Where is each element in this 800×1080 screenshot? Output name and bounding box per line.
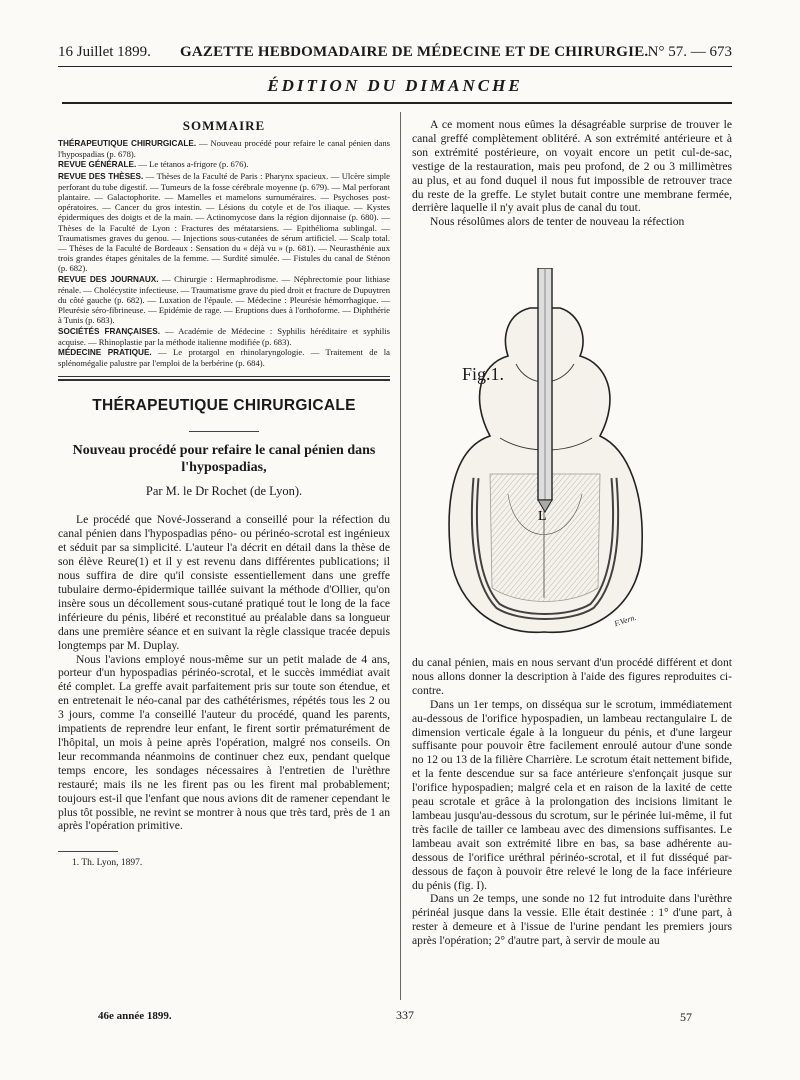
sonde-catheter: [538, 268, 552, 512]
sommaire-text: — Nouveau procédé pour refaire le canal pénien dans l'hypospadias (p. 678).: [58, 138, 390, 160]
left-column: [58, 118, 390, 868]
sommaire-entry: [58, 159, 390, 170]
sommaire-heading: THÉRAPEUTIQUE CHIRURGICALE.: [58, 139, 197, 148]
sommaire-title: SOMMAIRE: [182, 118, 266, 133]
sommaire-list: [58, 138, 390, 368]
sommaire-heading: SOCIÉTÉS FRANÇAISES.: [58, 326, 161, 336]
journal-title: GAZETTE HEBDOMADAIRE DE MÉDECINE ET DE CHIRURGIE.: [180, 44, 649, 60]
sommaire-rule: [58, 376, 390, 377]
sommaire-heading: REVUE GÉNÉRALE.: [58, 160, 137, 170]
footer-page-number: 337: [396, 1008, 414, 1022]
sommaire-text: — Thèses de la Faculté de Paris : Pharynx spacieux. — Ulcère simple perforant du tube digestif. — Tumeurs de la fosse cérébrale moyenne (p. 679). — Mal perforant plantaire. — Galactophorite. — Mamelles et mamelons surnuméraires. — Psychoses post-opératoires. — Cancer du gros intestin. — Lésions du cotyle et de l'os iliaque. — Kystes épidermiques des doigts et de la main. — Actinomycose dans la région dijonnaise (p. 680). — Thèses de la Faculté de Lyon : Fractures des métatarsiens. — Epithélioma sublingal. — Traumatismes graves du genou. — Injections sous-cutanées de sérum artificiel. — Scalp total. — Thèses de la Faculté de Bordeaux : Sensation du « déjà vu » (p. 681). — Neurasthénie aux trois grandes étapes génitales de la femme. — Surdité simulée. — Fistules du canal de Sténon (p. 682).: [58, 170, 390, 274]
sommaire-rule-thick: [58, 379, 390, 381]
sommaire-heading: REVUE DES JOURNAUX.: [58, 274, 159, 284]
article-author: Par M. le Dr Rochet (de Lyon).: [145, 484, 303, 499]
issue-date: 16 Juillet 1899.: [58, 44, 151, 60]
sommaire-entry: [58, 347, 390, 368]
footer-year: 46e année 1899.: [98, 1010, 172, 1022]
section-rule: [189, 431, 259, 432]
sommaire-entry: [58, 274, 390, 326]
sommaire-text: — Le protargol en rhinolaryngologie. — Traitement de la splénomégalie palustre par l'emploi de la berbérine (p. 684).: [58, 347, 390, 369]
body-paragraph: Nous résolûmes alors de tenter de nouveau la réfection: [430, 215, 685, 229]
running-header: [58, 44, 732, 64]
body-paragraph: Dans un 1er temps, on disséqua sur le scrotum, immédiatement au-dessous de l'orifice hypospadien, un lambeau rectangulaire L de dimension verticale égale à la longueur du pénis, et d'une largeur suffisante pour pouvoir être facilement enroulé autour d'une sonde no 12 ou 13 de la filière Charrière. Le scrotum était nettement bifide, et la fente descendue sur sa face antérieure s'enfonçait jusque sur l'orifice hypospadien; malgré cela et en raison de la laxité de cette peau scrotale et grâce à la prolongation des incisions limitant le lambeau jusqu'au-dessous du scrotum, sur le périnée lui-même, il fut très facile de tailler ce lambeau avec des dimensions suffisantes. Le lambeau avait son extrémité libre en bas, sa base adhérente au-dessous de l'orifice uréthral périnéo-scrotal, et il fut disséqué par-dessous de façon à pouvoir être relevé le long de la face inférieure du pénis (fig. I).: [412, 697, 732, 892]
sommaire-entry: [58, 326, 390, 347]
issue-number: N° 57. — 673: [647, 44, 732, 60]
sommaire-text: — Le tétanos a-frigore (p. 676).: [136, 159, 249, 170]
right-column: [412, 118, 732, 229]
body-paragraph: Le procédé que Nové-Josserand a conseillé pour la réfection du canal pénien dans l'hypospadias péno- ou périnéo-scrotal est ingénieux et séduit par sa simplicité. L'auteur l'a décrit en détail dans la thèse de son élève Reure(1) et il y est revenu dans différentes publications; il nous suffira de dire qu'il consiste essentiellement dans une greffe tubulaire dermo-épidermique taillée suivant la méthode d'Ollier, qu'on insère sous un décollement sous-cutané pratiqué tout le long de la face inférieure du pénis, libéré et reconstitué au préalable dans sa longueur dans une première séance et en suivant la règle classique tracée depuis longtemps par M. Duplay.: [58, 513, 390, 652]
footer-sheet-number: 57: [680, 1010, 692, 1024]
body-paragraph: Dans un 2e temps, une sonde no 12 fut introduite dans l'urèthre périnéal jusque dans la vessie. Elle était destinée : 1° d'une part, à rester à demeure et à l'issue de l'urine pendant les premiers jours après l'opération; 2° d'autre part, à servir de moule au: [412, 892, 732, 948]
anatomical-figure: [420, 268, 670, 646]
article-title: Nouveau procédé pour refaire le canal pénien dans l'hypospadias,: [72, 443, 376, 476]
body-paragraph: A ce moment nous eûmes la désagréable surprise de trouver le canal greffé complètement oblitéré. A son extrémité antérieure et à son extrémité postérieure, on voyait encore un petit cul-de-sac, vestige de la restauration, mais peu profond, de 2 ou 3 millimètres au plus, et au fond duquel il nous fut impossible de retrouver trace du reste de la greffe. Le stylet butait contre une membrane fermée, derrière laquelle il n'y avait plus de canal du tout.: [412, 118, 732, 215]
footnote-rule: [58, 851, 118, 852]
body-paragraph: du canal pénien, mais en nous servant d'un procédé différent et dont nous allons donner la description à l'aide des figures reproduites ci-contre.: [412, 656, 732, 697]
edition-rule: [62, 102, 732, 104]
footnote: 1. Th. Lyon, 1897.: [72, 858, 143, 869]
sommaire-text: — Chirurgie : Hermaphrodisme. — Néphrectomie pour lithiase rénale. — Cholécystite infectieuse. — Traumatisme grave du pied droit et fracture de Dupuytren du côté gauche (p. 682). — Luxation de l'épaule. — Médecine : Pleurésie hémorrhagique. — Pleurésie séro-fibrineuse. — Epidémie de rage. — Eruptions dues à l'orthoforme. — Diphthérie à Tunis (p. 683).: [58, 273, 390, 326]
section-heading: THÉRAPEUTIQUE CHIRURGICALE: [92, 397, 356, 415]
body-paragraph: Nous l'avions employé nous-même sur un petit malade de 4 ans, porteur d'un hypospadias périnéo-scrotal, et le succès immédiat avait été complet. La greffe avait parfaitement pris sur toute son étendue, et en entretenait le néo-canal par des cathétérismes, répétés tous les 2 ou 3 jours, comme l'a conseillé l'auteur du procédé, quand les parents, impatients de reprendre leur enfant, le firent sortir prématurément de l'hôpital, un mois à peine après l'opération, malgré nos conseils. On leur recommanda néanmoins de continuer chez eux, pendant quelque temps encore, les sondages nécessaires à l'entretien de l'urèthre restauré; mais ils ne les firent pas ou les firent mal probablement; toujours est-il que l'enfant que nous avions dit de ramener cependant le plus tôt possible, ne revint se montrer à nous que très tard, près de 1 an après l'opération primitive.: [58, 652, 390, 833]
column-divider: [400, 112, 401, 1000]
figure-letter: L: [538, 509, 547, 524]
sommaire-heading: REVUE DES THÈSES.: [58, 171, 144, 181]
sommaire-text: — Académie de Médecine : Syphilis héréditaire et syphilis acquise. — Rhinoplastie par la méthode italienne modifiée (p. 683).: [58, 325, 390, 347]
header-rule: [58, 66, 732, 67]
sommaire-heading: MÉDECINE PRATIQUE.: [58, 348, 152, 358]
right-column-continued: [412, 656, 732, 948]
edition-banner: ÉDITION DU DIMANCHE: [267, 76, 523, 95]
figure-label: Fig.1.: [462, 364, 505, 384]
figure-signature: F.Vern.: [613, 612, 638, 629]
sommaire-entry: [58, 171, 390, 274]
sommaire-entry: [58, 138, 390, 159]
